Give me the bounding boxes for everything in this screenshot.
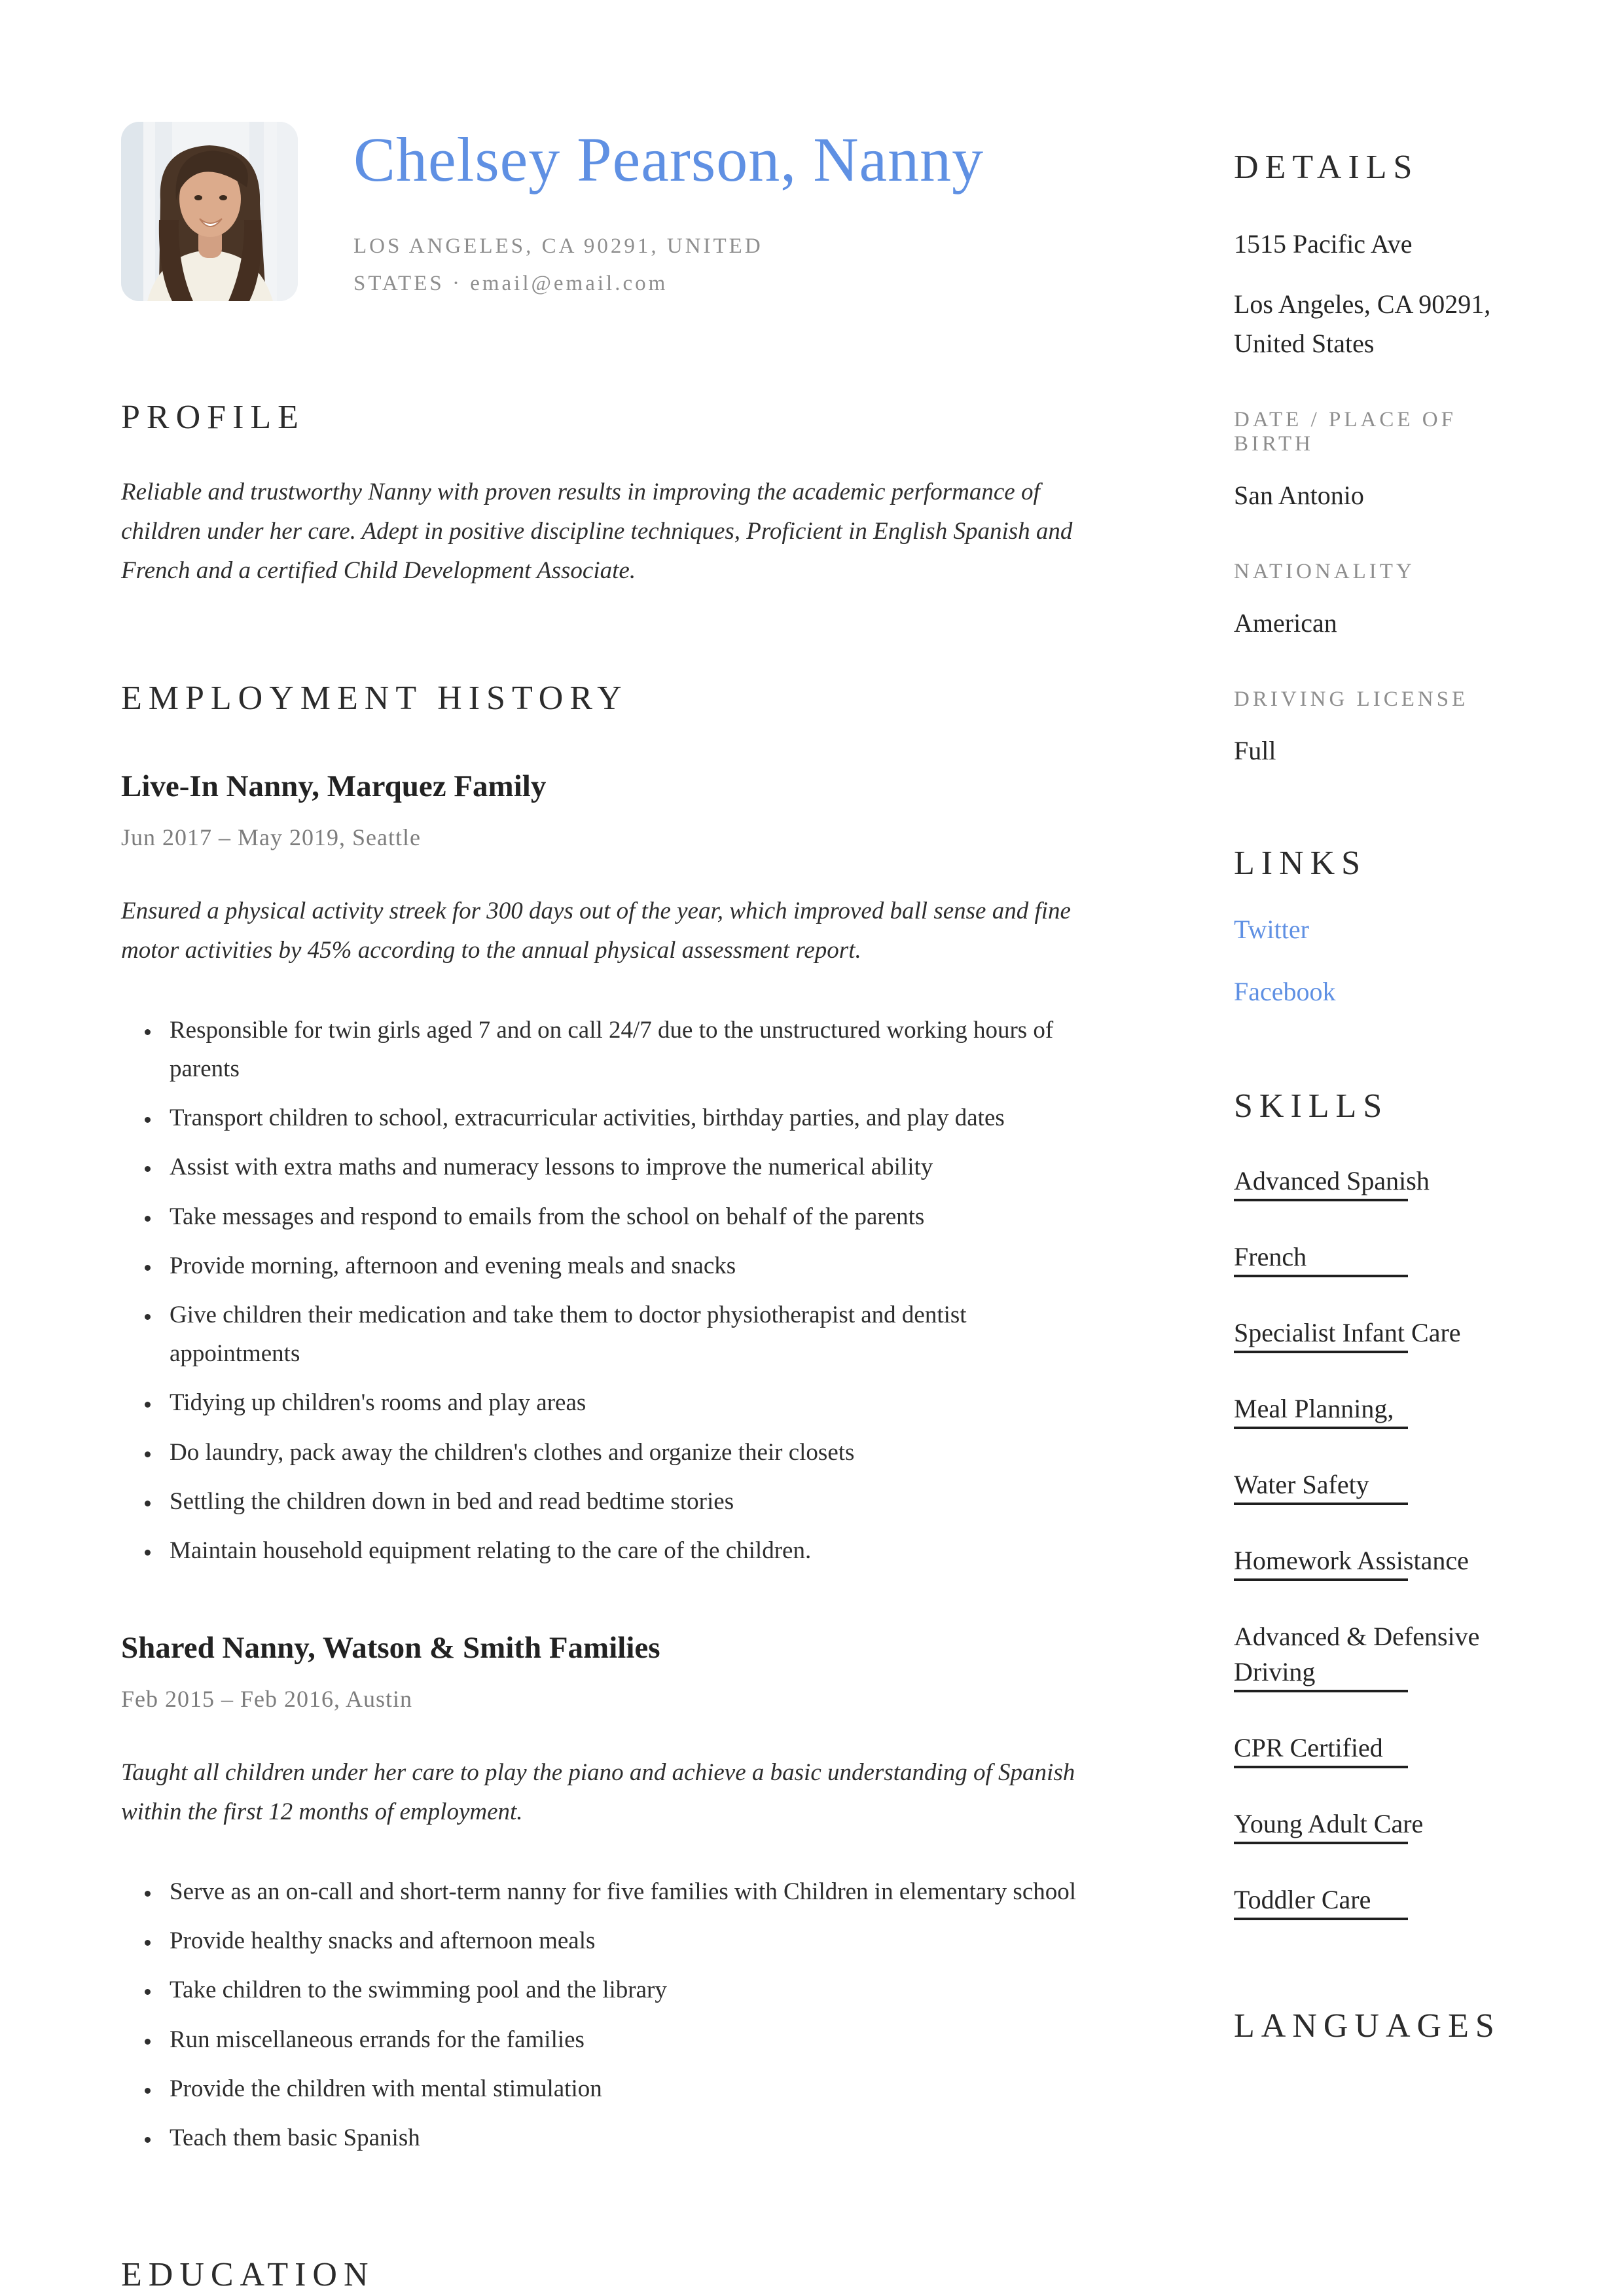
- links-section: [1234, 844, 1524, 1007]
- skill-name: Advanced Spanish: [1234, 1166, 1430, 1195]
- details-heading: DETAILS: [1234, 149, 1419, 186]
- job-date: Feb 2015 – Feb 2016, Austin: [121, 1686, 413, 1713]
- skill-item: [1234, 1730, 1524, 1768]
- job-summary: Taught all children under her care to play the piano and achieve a basic understanding of Spanish within the first 12 months of employment.: [121, 1759, 1075, 1826]
- bullet-item: • Do laundry, pack away the children's clothes and organize their closets: [160, 1433, 1077, 1472]
- employment-section: [121, 679, 1133, 2157]
- page-title: Chelsey Pearson, Nanny: [353, 124, 984, 194]
- resume-header: [121, 122, 1133, 303]
- contact-line-2: STATES · email@email.com: [353, 272, 668, 296]
- contact-line-1: LOS ANGELES, CA 90291, UNITED: [353, 234, 763, 258]
- license-value: Full: [1234, 736, 1276, 765]
- bullet-item: • Take children to the swimming pool and the library: [160, 1971, 1077, 2009]
- address-line-1: 1515 Pacific Ave: [1234, 229, 1413, 259]
- bullet-item: • Provide morning, afternoon and evening meals and snacks: [160, 1247, 1077, 1285]
- skill-level-bar: [1234, 1427, 1524, 1429]
- job-date: Jun 2017 – May 2019, Seattle: [121, 824, 421, 850]
- nationality-label: NATIONALITY: [1234, 560, 1415, 583]
- skill-item: [1234, 1239, 1524, 1277]
- skill-item: [1234, 1391, 1524, 1429]
- skill-item: [1234, 1467, 1524, 1505]
- skill-level-bar: [1234, 1199, 1524, 1201]
- education-heading: EDUCATION: [121, 2256, 375, 2294]
- bullet-item: • Teach them basic Spanish: [160, 2119, 1077, 2157]
- skill-item: [1234, 1806, 1524, 1844]
- header-text: [353, 122, 984, 303]
- birth-value: San Antonio: [1234, 481, 1364, 510]
- address-line-2: Los Angeles, CA 90291, United States: [1234, 289, 1491, 358]
- license-label: DRIVING LICENSE: [1234, 687, 1469, 711]
- skill-item: [1234, 1315, 1524, 1353]
- skills-heading: SKILLS: [1234, 1087, 1389, 1125]
- skill-level-bar: [1234, 1918, 1524, 1920]
- sidebar: [1234, 122, 1524, 2294]
- languages-heading: LANGUAGES: [1234, 2007, 1501, 2045]
- facebook-link[interactable]: Facebook: [1234, 977, 1336, 1006]
- bullet-item: • Provide healthy snacks and afternoon meals: [160, 1922, 1077, 1960]
- profile-section: [121, 398, 1133, 591]
- twitter-link[interactable]: Twitter: [1234, 915, 1309, 944]
- profile-heading: PROFILE: [121, 399, 305, 437]
- skill-name: Meal Planning,: [1234, 1394, 1394, 1423]
- job-title: Shared Nanny, Watson & Smith Families: [121, 1631, 660, 1666]
- skill-name: Advanced & Defensive Driving: [1234, 1622, 1480, 1686]
- contact-info: [353, 228, 851, 304]
- bullet-item: • Give children their medication and take them to doctor physiotherapist and dentist appointments: [160, 1296, 1077, 1373]
- main-column: [121, 122, 1133, 2294]
- skill-name: Water Safety: [1234, 1470, 1369, 1499]
- skill-level-bar: [1234, 1275, 1524, 1277]
- bullet-item: • Maintain household equipment relating to the care of the children.: [160, 1531, 1077, 1570]
- nationality-value: American: [1234, 608, 1337, 638]
- employment-heading: EMPLOYMENT HISTORY: [121, 679, 628, 717]
- bullet-item: • Transport children to school, extracurricular activities, birthday parties, and play dates: [160, 1099, 1077, 1137]
- bullet-item: • Provide the children with mental stimulation: [160, 2069, 1077, 2108]
- bullet-item: • Assist with extra maths and numeracy lessons to improve the numerical ability: [160, 1148, 1077, 1186]
- skill-item: [1234, 1163, 1524, 1201]
- skill-level-bar: [1234, 1578, 1524, 1581]
- skill-level-bar: [1234, 1842, 1524, 1844]
- skill-item: [1234, 1619, 1524, 1692]
- skill-name: Toddler Care: [1234, 1885, 1371, 1914]
- languages-section: [1234, 2007, 1524, 2045]
- skill-item: [1234, 1882, 1524, 1920]
- bullet-item: • Settling the children down in bed and read bedtime stories: [160, 1482, 1077, 1521]
- skill-name: Homework Assistance: [1234, 1546, 1469, 1575]
- skill-name: Young Adult Care: [1234, 1809, 1424, 1838]
- bullet-item: • Tidying up children's rooms and play areas: [160, 1383, 1077, 1422]
- job-title: Live-In Nanny, Marquez Family: [121, 769, 547, 803]
- skill-level-bar: [1234, 1690, 1524, 1692]
- job-entry-2: [121, 1630, 1133, 2157]
- skill-name: Specialist Infant Care: [1234, 1318, 1461, 1347]
- bullet-item: • Run miscellaneous errands for the families: [160, 2020, 1077, 2059]
- education-section: [121, 2255, 1133, 2294]
- bullet-item: • Responsible for twin girls aged 7 and on call 24/7 due to the unstructured working hours of parents: [160, 1011, 1077, 1088]
- skill-name: French: [1234, 1242, 1307, 1271]
- skill-level-bar: [1234, 1766, 1524, 1768]
- skills-section: [1234, 1087, 1524, 1920]
- bullet-item: • Serve as an on-call and short-term nanny for five families with Children in elementary school: [160, 1872, 1077, 1911]
- profile-text: Reliable and trustworthy Nanny with proven results in improving the academic performance of children under her care. Adept in positive discipline techniques, Proficient in English Spanish and French and a certified Child Development Associate.: [121, 479, 1073, 585]
- details-section: [1234, 148, 1524, 771]
- job-bullet-list: [121, 1872, 1133, 2157]
- profile-photo: [121, 122, 298, 301]
- skill-level-bar: [1234, 1503, 1524, 1505]
- job-bullet-list: [121, 1011, 1133, 1570]
- bullet-item: • Take messages and respond to emails from the school on behalf of the parents: [160, 1197, 1077, 1236]
- skill-level-bar: [1234, 1351, 1524, 1353]
- birth-label: DATE / PLACE OF BIRTH: [1234, 408, 1456, 456]
- skill-item: [1234, 1543, 1524, 1581]
- skill-name: CPR Certified: [1234, 1733, 1383, 1762]
- job-entry-1: [121, 769, 1133, 1570]
- job-summary: Ensured a physical activity streek for 300 days out of the year, which improved ball sense and fine motor activities by 45% according to the annual physical assessment report.: [121, 897, 1071, 964]
- links-heading: LINKS: [1234, 845, 1367, 882]
